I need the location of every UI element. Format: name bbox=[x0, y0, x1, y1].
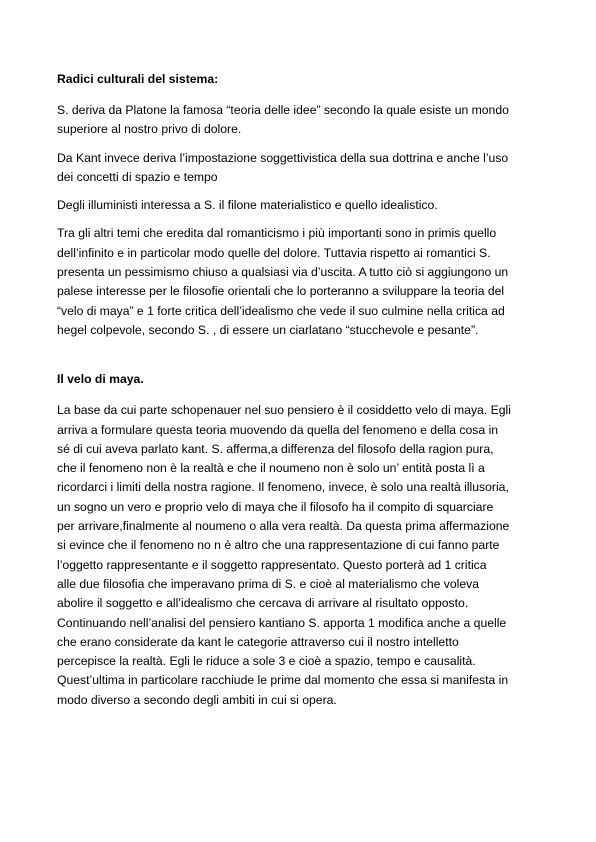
paragraph-line: hegel colpevole, secondo S. , di essere un ciarlatano “stucchevole e pesante”. bbox=[57, 322, 479, 337]
paragraph-line: un sogno un vero e proprio velo di maya che il filosofo ha il compito di squarciare bbox=[57, 499, 494, 514]
paragraph-line: per arrivare,finalmente al noumeno o alla vera realtà. Da questa prima affermazione bbox=[57, 519, 510, 534]
paragraph-line: l’oggetto rappresentante e il soggetto rappresentato. Questo porterà ad 1 critica bbox=[57, 557, 487, 572]
section-heading: Il velo di maya. bbox=[57, 372, 144, 387]
paragraph-line: sé di cui aveva parlato kant. S. afferma,a differenza del filosofo della ragion pura, bbox=[57, 441, 494, 456]
paragraph-line: ricordarci i limiti della nostra ragione. Il fenomeno, invece, è solo una realtà illusoria, bbox=[57, 480, 509, 495]
document-section bbox=[57, 70, 545, 340]
paragraph-line: arriva a formulare questa teoria muovendo da quella del fenomeno e della cosa in bbox=[57, 422, 499, 437]
paragraph-line: modo diverso a secondo degli ambiti in cui si opera. bbox=[57, 692, 337, 707]
paragraph bbox=[57, 149, 545, 188]
paragraph bbox=[57, 196, 545, 215]
paragraph-line: Degli illuministi interessa a S. il filone materialistico e quello idealistico. bbox=[57, 198, 438, 213]
section-spacer bbox=[57, 349, 545, 370]
document-content bbox=[57, 70, 545, 710]
paragraph bbox=[57, 224, 545, 340]
paragraph bbox=[57, 401, 545, 710]
paragraph-line: S. deriva da Platone la famosa “teoria delle idee” secondo la quale esiste un mondo bbox=[57, 103, 509, 117]
paragraph-line: superiore al nostro privo di dolore. bbox=[57, 122, 242, 137]
paragraph-line: Tra gli altri temi che eredita dal romanticismo i più importanti sono in primis quello bbox=[57, 226, 497, 241]
section-heading: Radici culturali del sistema: bbox=[57, 72, 219, 86]
paragraph-line: percepisce la realtà. Egli le riduce a sole 3 e cioè a spazio, tempo e causalità. bbox=[57, 654, 476, 669]
paragraph-line: che erano considerate da kant le categorie attraverso cui il nostro intelletto bbox=[57, 634, 459, 649]
document-section bbox=[57, 370, 545, 710]
paragraph-line: Quest’ultima in particolare racchiude le prime dal momento che essa si manifesta in bbox=[57, 673, 509, 688]
paragraph-line: palese interesse per le filosofie orientali che lo porteranno a sviluppare la teoria del bbox=[57, 284, 505, 299]
paragraph-line: dell’infinito e in particolar modo quelle del dolore. Tuttavia rispetto ai romantici S. bbox=[57, 245, 491, 260]
paragraph-line: si evince che il fenomeno no n è altro che una rappresentazione di cui fanno parte bbox=[57, 538, 500, 553]
paragraph-line: che il fenomeno non è la realtà e che il noumeno non è solo un’ entità posta lì a bbox=[57, 461, 485, 476]
paragraph-line: dei concetti di spazio e tempo bbox=[57, 169, 218, 184]
paragraph-line: Da Kant invece deriva l’impostazione soggettivistica della sua dottrina e anche l’uso bbox=[57, 150, 509, 165]
paragraph bbox=[57, 101, 545, 140]
paragraph-line: “velo di maya” e 1 forte critica dell’idealismo che vede il suo culmine nella critica ad bbox=[57, 303, 505, 318]
document-page bbox=[57, 70, 545, 719]
paragraph-line: Continuando nell’analisi del pensiero kantiano S. apporta 1 modifica anche a quelle bbox=[57, 615, 507, 630]
paragraph-line: La base da cui parte schopenauer nel suo pensiero è il cosiddetto velo di maya. Egli bbox=[57, 403, 511, 418]
paragraph-line: abolire il soggetto e all’idealismo che cercava di arrivare al risultato opposto. bbox=[57, 596, 469, 611]
paragraph-line: alle due filosofia che imperavano prima di S. e cioè al materialismo che voleva bbox=[57, 576, 480, 591]
paragraph-line: presenta un pessimismo chiuso a qualsiasi via d’uscita. A tutto ciò si aggiungono un bbox=[57, 265, 509, 280]
